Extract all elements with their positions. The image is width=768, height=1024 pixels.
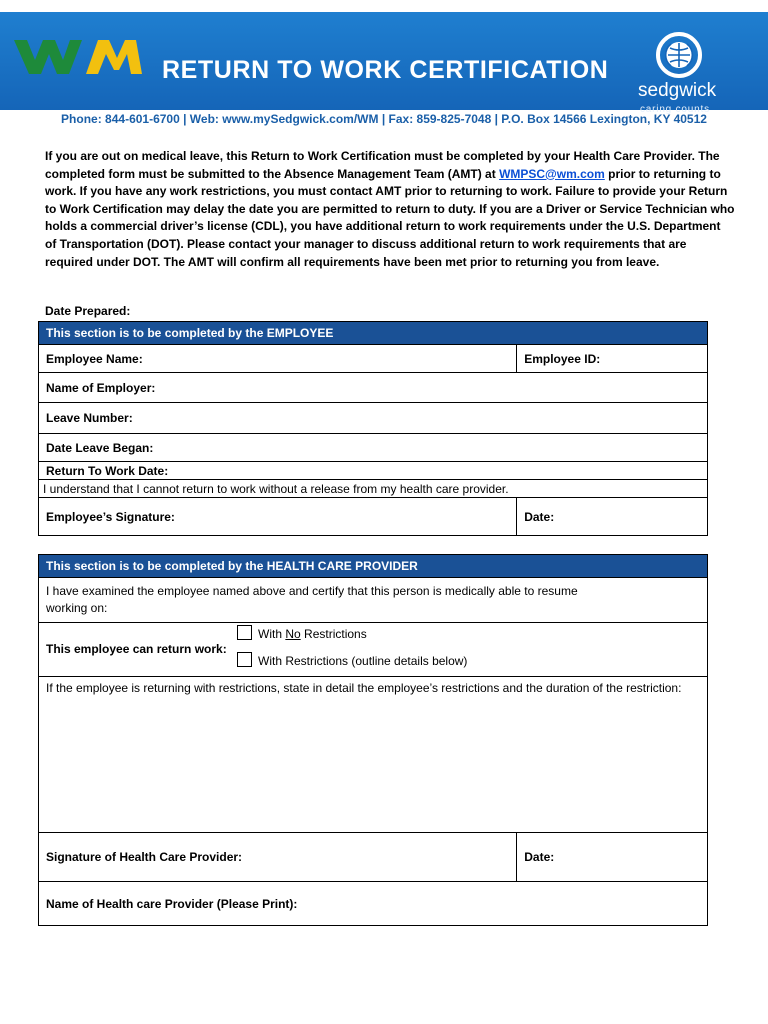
certify-line-1: I have examined the employee named above and certify that this person is medically able to resume — [46, 584, 578, 598]
provider-signature-field[interactable]: Signature of Health Care Provider: — [39, 833, 517, 882]
certify-line-2: working on: — [46, 601, 108, 615]
partner-tagline: caring counts — [640, 104, 710, 115]
date-prepared-label: Date Prepared: — [45, 304, 131, 318]
amt-email-link[interactable]: WMPSC@wm.com — [499, 166, 605, 181]
return-options-cell — [39, 623, 708, 677]
contact-line: Phone: 844-601-6700 | Web: www.mySedgwick.com/WM | Fax: 859-825-7048 | P.O. Box 14566 Lexington, KY 40512 — [61, 112, 707, 126]
provider-section-header — [39, 555, 708, 578]
employee-name-row — [39, 345, 708, 373]
employee-section-table — [38, 321, 708, 536]
employee-signature-row — [39, 498, 708, 536]
option-with-restrictions[interactable] — [237, 652, 467, 668]
option1-no: No — [285, 627, 301, 641]
leave-number-row — [39, 403, 708, 434]
header-banner — [0, 12, 768, 115]
intro-text-1: If you are out on medical leave, this Return to Work Certification must be completed by your Health Care Provider. The completed form must be submitted to the Absence Management Team (AMT) at — [45, 149, 720, 181]
employee-date-field[interactable]: Date: — [517, 498, 708, 536]
sedgwick-globe-icon — [650, 30, 708, 80]
top-strip — [0, 0, 768, 12]
provider-section-heading: This section is to be completed by the HEALTH CARE PROVIDER — [39, 555, 708, 578]
option1-post: Restrictions — [300, 627, 367, 641]
option2-label: With Restrictions (outline details below) — [258, 654, 468, 668]
employer-field[interactable]: Name of Employer: — [39, 373, 708, 403]
page-title: RETURN TO WORK CERTIFICATION — [162, 56, 609, 84]
no-restrictions-checkbox[interactable] — [237, 625, 252, 640]
restrictions-row — [39, 677, 708, 833]
provider-section-table — [38, 554, 708, 926]
provider-name-row — [39, 882, 708, 926]
leave-began-row — [39, 434, 708, 462]
return-work-label: This employee can return work: — [46, 642, 227, 656]
rtw-date-field[interactable]: Return To Work Date: — [39, 462, 708, 480]
certify-row — [39, 578, 708, 623]
intro-text-2: prior to returning to work. If you have any work restrictions, you must contact AMT prior to returning to work. Failure to provide your Return to Work Certification may delay the date you are permitted to return to duty. If you are a Driver or Service Technician who holds a commercial driver’s license (CDL), you have additional return to work requirements under the U.S. Department of Transportation (DOT). Please contact your manager to discuss additional return to work requirements that are required under DOT. The AMT will confirm all requirements have been met prior to returning you from leave. — [45, 166, 735, 269]
partner-name: sedgwick — [638, 80, 717, 101]
employee-signature-field[interactable]: Employee’s Signature: — [39, 498, 517, 536]
wm-logo-icon — [14, 40, 142, 76]
provider-date-field[interactable]: Date: — [517, 833, 708, 882]
provider-name-field[interactable]: Name of Health care Provider (Please Print): — [39, 882, 708, 926]
rtw-date-row — [39, 462, 708, 480]
provider-signature-row — [39, 833, 708, 882]
employee-id-field[interactable]: Employee ID: — [517, 345, 708, 373]
leave-began-field[interactable]: Date Leave Began: — [39, 434, 708, 462]
leave-number-field[interactable]: Leave Number: — [39, 403, 708, 434]
option1-pre: With — [258, 627, 286, 641]
certify-field[interactable] — [39, 578, 708, 623]
employee-section-heading: This section is to be completed by the EMPLOYEE — [39, 322, 708, 345]
with-restrictions-checkbox[interactable] — [237, 652, 252, 667]
acknowledgement-text: I understand that I cannot return to work without a release from my health care provider. — [39, 480, 708, 498]
employee-section-header — [39, 322, 708, 345]
employee-name-field[interactable]: Employee Name: — [39, 345, 517, 373]
acknowledgement-row — [39, 480, 708, 498]
restrictions-field[interactable]: If the employee is returning with restrictions, state in detail the employee’s restrictions and the duration of the restriction: — [39, 677, 708, 833]
intro-paragraph — [45, 148, 735, 271]
employer-row — [39, 373, 708, 403]
return-options-row — [39, 623, 708, 677]
option-no-restrictions[interactable] — [237, 625, 367, 641]
